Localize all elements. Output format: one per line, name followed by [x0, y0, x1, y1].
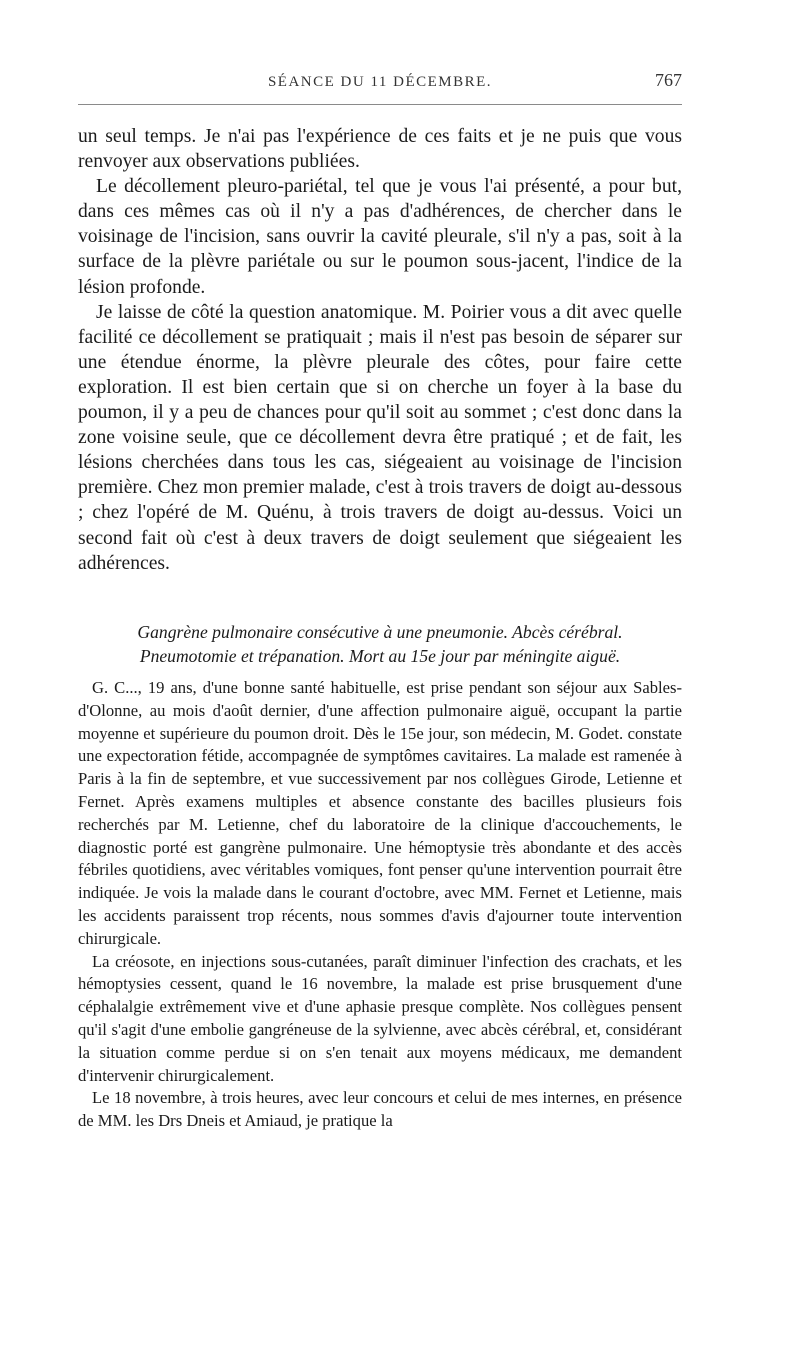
paragraph: un seul temps. Je n'ai pas l'expérience de ces faits et je ne puis que vous renvoyer aux observations publiées. [78, 126, 682, 173]
paragraph: G. C..., 19 ans, d'une bonne santé habituelle, est prise pendant son séjour aux Sables-d'Olonne, au mois d'août dernier, d'une affection pulmonaire aiguë, occupant la partie moyenne et supérieure du poumon droit. Dès le 15e jour, son médecin, M. Godet. constate une expectoration fétide, accompagnée de symptômes cavitaires. La malade est ramenée à Paris à la fin de septembre, et vue successivement par nos collègues Girode, Letienne et Fernet. Après examens multiples et absence constante des bacilles plusieurs fois recherchés par M. Letienne, chef du laboratoire de la clinique d'accouchements, le diagnostic porté est gangrène pulmonaire. Une hémoptysie très abondante et des accès fébriles quotidiens, avec véritables vomiques, font penser qu'une intervention pourrait être indiquée. Je vois la malade dans le courant d'octobre, avec MM. Fernet et Letienne, mais les accidents paraissent trop récents, nous sommes d'avis d'ajourner toute intervention chirurgicale. [78, 678, 682, 948]
page-number: 767 [655, 70, 682, 90]
paragraph: Je laisse de côté la question anatomique. M. Poirier vous a dit avec quelle facilité ce décollement se pratiquait ; mais il n'est pas besoin de séparer sur une étendue énorme, la plèvre pleurale des côtes, pour faire cette exploration. Il est bien certain que si on cherche un foyer à la base du poumon, il y a peu de chances pour qu'il soit au sommet ; c'est donc dans la zone voisine seule, que ce décollement devra être pratiqué ; et de fait, les lésions cherchées dans tous les cas, siégeaient au voisinage de l'incision première. Chez mon premier malade, c'est à trois travers de doigt au-dessous ; chez l'opéré de M. Quénu, à trois travers de doigt au-dessus. Voici un second fait où c'est à deux travers de doigt seulement que siégeaient les adhérences. [78, 301, 682, 574]
paragraph: La créosote, en injections sous-cutanées, paraît diminuer l'infection des crachats, et les hémoptysies cessent, quand le 16 novembre, la malade est prise brusquement d'une céphalalgie extrêmement vive et d'une aphasie presque complète. Nos collègues pensent qu'il s'agit d'une embolie gangréneuse de la sylvienne, avec abcès cérébral, et, considérant la situation comme perdue si on s'en tenait aux moyens médicaux, me demandent d'intervenir chirurgicalement. [78, 951, 682, 1085]
paragraph: Le décollement pleuro-pariétal, tel que je vous l'ai présenté, a pour but, dans ces mêmes cas où il n'y a pas d'adhérences, de chercher dans le voisinage de l'incision, sans ouvrir la cavité pleurale, s'il n'y a pas, soit à la surface de la plèvre pariétale ou sur le poumon sous-jacent, l'indice de la lésion profonde. [78, 176, 682, 298]
paragraph: Le 18 novembre, à trois heures, avec leur concours et celui de mes internes, en présence de MM. les Drs Dneis et Amiaud, je pratique la [78, 1088, 682, 1131]
running-title: SÉANCE DU 11 DÉCEMBRE. [267, 74, 493, 90]
section-title-line: Gangrène pulmonaire consécutive à une pneumonie. Abcès cérébral. [137, 622, 623, 642]
main-text [78, 124, 682, 576]
section-title [70, 620, 690, 668]
running-header [78, 68, 682, 98]
section-title-line: Pneumotomie et trépanation. Mort au 15e jour par méningite aiguë. [139, 646, 621, 666]
case-report-text [78, 677, 682, 1133]
header-rule [78, 104, 682, 105]
